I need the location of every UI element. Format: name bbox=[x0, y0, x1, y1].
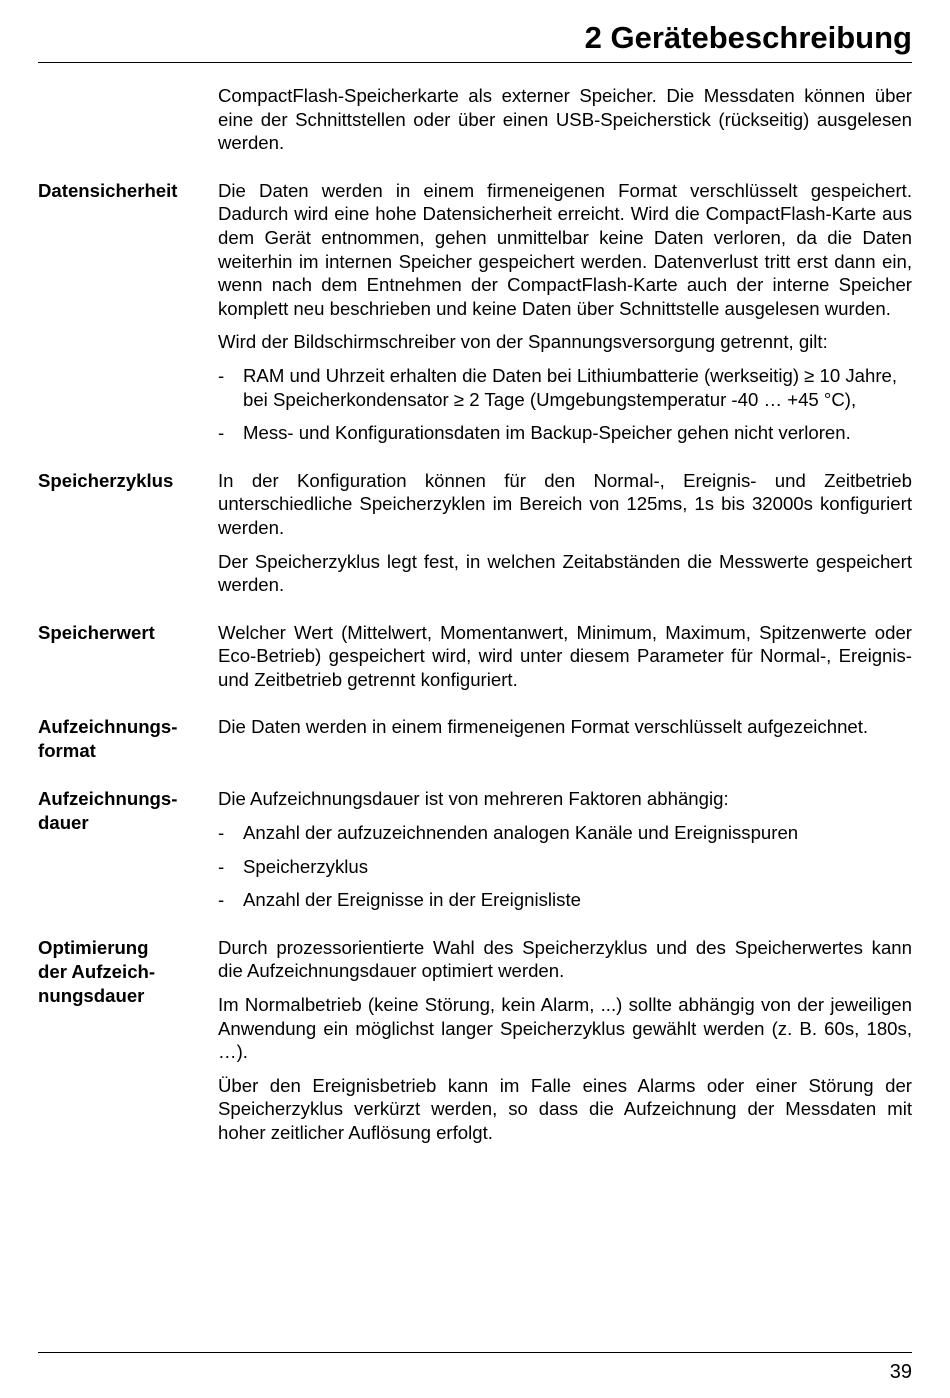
section-aufzeichnungsdauer bbox=[38, 787, 912, 911]
list-item bbox=[218, 821, 912, 845]
list-marker: - bbox=[218, 889, 225, 911]
paragraph: Welcher Wert (Mittelwert, Momentanwert, Minimum, Maximum, Spitzenwerte oder Eco-Betrieb) gespeichert wird, wird unter diesem Parameter für Normal-, Ereignis- und Zeitbetrieb getrennt konfiguriert. bbox=[218, 621, 912, 690]
list-item-text: Speicherzyklus bbox=[243, 855, 369, 877]
paragraph: Die Daten werden in einem firmeneigenen Format verschlüsselt aufgezeichnet. bbox=[218, 716, 869, 738]
section-optimierung bbox=[38, 936, 912, 1145]
section-speicherwert bbox=[38, 621, 912, 692]
paragraph: Über den Ereignisbetrieb kann im Falle eines Alarms oder einer Störung der Speicherzyklus verkürzt werden, so dass die Aufzeichnung der Messdaten mit hoher zeitlicher Auflösung erfolgt. bbox=[218, 1074, 912, 1143]
section-aufzeichnungsformat bbox=[38, 715, 912, 763]
page-footer bbox=[38, 1352, 912, 1383]
list-marker: - bbox=[218, 422, 225, 444]
section-label-text: format bbox=[38, 740, 96, 762]
section-body bbox=[218, 787, 912, 911]
paragraph: Der Speicherzyklus legt fest, in welchen Zeitabständen die Messwerte gespeichert werden. bbox=[218, 550, 912, 596]
paragraph: Die Daten werden in einem firmeneigenen Format verschlüsselt gespeichert. Dadurch wird eine hohe Datensicherheit erreicht. Wird die CompactFlash-Karte aus dem Gerät entnommen, gehen unmittelbar keine Daten verloren, da die Daten weiterhin im internen Speicher gespeichert werden. Datenverlust tritt erst dann ein, wenn nach dem Entnehmen der CompactFlash-Karte auch der interne Speicher komplett neu beschrieben und keine Daten über Schnittstelle ausgelesen wurden. bbox=[218, 179, 912, 319]
section-label-text: Speicherzyklus bbox=[38, 469, 174, 491]
section-label bbox=[38, 621, 218, 645]
paragraph: Im Normalbetrieb (keine Störung, kein Alarm, ...) sollte abhängig von der jeweiligen Anwendung ein möglichst langer Speicherzyklus gewählt werden (z. B. 60s, 180s, …). bbox=[218, 994, 912, 1063]
paragraph: In der Konfiguration können für den Normal-, Ereignis- und Zeitbetrieb unterschiedliche Speicherzyklen im Bereich von 125ms, 1s bis 32000s konfiguriert werden. bbox=[218, 469, 912, 538]
intro-section bbox=[38, 84, 912, 155]
page-title: 2 Gerätebeschreibung bbox=[584, 20, 912, 55]
intro-body bbox=[218, 84, 912, 155]
paragraph: Wird der Bildschirmschreiber von der Spannungsversorgung getrennt, gilt: bbox=[218, 331, 828, 353]
section-label bbox=[38, 469, 218, 493]
section-label bbox=[38, 787, 218, 835]
section-label bbox=[38, 715, 218, 763]
list-item-text: Anzahl der Ereignisse in der Ereignisliste bbox=[243, 889, 581, 911]
section-label-text: Optimierung bbox=[38, 936, 149, 958]
section-label-text: Datensicherheit bbox=[38, 179, 178, 201]
section-body bbox=[218, 715, 912, 739]
section-body bbox=[218, 179, 912, 445]
list-item bbox=[218, 888, 912, 912]
section-label bbox=[38, 936, 218, 1008]
page-number: 39 bbox=[889, 1361, 912, 1383]
section-body bbox=[218, 621, 912, 692]
bullet-list bbox=[218, 364, 912, 445]
list-marker: - bbox=[218, 822, 225, 844]
section-label-text: Aufzeichnungs- bbox=[38, 716, 178, 738]
list-item bbox=[218, 364, 912, 411]
section-label-text: Aufzeichnungs- bbox=[38, 788, 178, 810]
section-speicherzyklus bbox=[38, 469, 912, 597]
section-label-text: der Aufzeich- bbox=[38, 960, 156, 982]
list-marker: - bbox=[218, 855, 225, 877]
list-item bbox=[218, 855, 912, 879]
page-content bbox=[38, 84, 912, 1145]
section-label-text: Speicherwert bbox=[38, 621, 155, 643]
section-label-text: dauer bbox=[38, 812, 89, 834]
section-label-text: nungsdauer bbox=[38, 984, 145, 1006]
bullet-list bbox=[218, 821, 912, 912]
intro-paragraph: CompactFlash-Speicherkarte als externer Speicher. Die Messdaten können über eine der Schnittstellen oder über einen USB-Speicherstick (rückseitig) ausgelesen werden. bbox=[218, 85, 912, 154]
list-item-text: RAM und Uhrzeit erhalten die Daten bei Lithiumbatterie (werkseitig) ≥ 10 Jahre, bei Speicherkondensator ≥ 2 Tage (Umgebungstemperatur -40 … +45 °C), bbox=[243, 364, 898, 410]
section-body bbox=[218, 469, 912, 597]
paragraph: Durch prozessorientierte Wahl des Speicherzyklus und des Speicherwertes kann die Aufzeichnungsdauer optimiert werden. bbox=[218, 936, 912, 982]
paragraph: Die Aufzeichnungsdauer ist von mehreren Faktoren abhängig: bbox=[218, 788, 729, 810]
list-marker: - bbox=[218, 364, 225, 386]
section-datensicherheit bbox=[38, 179, 912, 445]
list-item-text: Anzahl der aufzuzeichnenden analogen Kanäle und Ereignisspuren bbox=[243, 822, 799, 844]
page-header bbox=[38, 14, 912, 63]
list-item bbox=[218, 421, 912, 445]
section-body bbox=[218, 936, 912, 1145]
list-item-text: Mess- und Konfigurationsdaten im Backup-Speicher gehen nicht verloren. bbox=[243, 422, 851, 444]
section-label bbox=[38, 179, 218, 203]
